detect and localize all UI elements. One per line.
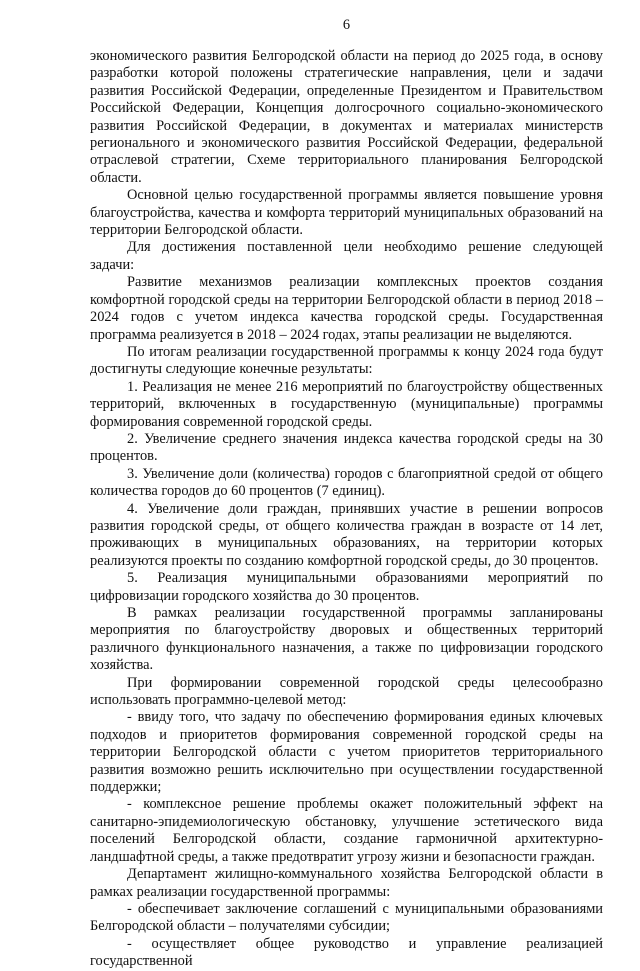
list-item: - осуществляет общее руководство и управление реализацией государственной (90, 935, 603, 970)
list-item: - комплексное решение проблемы окажет положительный эффект на санитарно-эпидемиологическую обстановку, улучшение эстетического вида поселений Белгородской области, создание гармоничной архитектурно-ландшафтной среды, а также предотвратит угрозу жизни и безопасности граждан. (90, 796, 603, 865)
paragraph: экономического развития Белгородской области на период до 2025 года, в основу разработки которой положены стратегические направления, цели и задачи развития Российской Федерации, определенные Президентом и Правительством Российской Федерации, Концепция долгосрочного социально-экономического развития Российской Федерации, в документах и материалах министерств регионального и экономического развития Российской Федерации, федеральной отраслевой стратегии, Схеме территориального планирования Белгородской области. (90, 48, 603, 186)
result-item: 1. Реализация не менее 216 мероприятий по благоустройству общественных территорий, включенных в государственную (муниципальные) программы формирования современной городской среды. (90, 378, 603, 430)
result-item: 5. Реализация муниципальными образованиями мероприятий по цифровизации городского хозяйства до 30 процентов. (90, 570, 603, 604)
result-item: 2. Увеличение среднего значения индекса качества городской среды на 30 процентов. (90, 430, 603, 465)
paragraph: По итогам реализации государственной программы к концу 2024 года будут достигнуты следующие конечные результаты: (90, 343, 603, 378)
list-item: - ввиду того, что задачу по обеспечению формирования единых ключевых подходов и приоритетов формирования современной городской среды на территории Белгородской области с учетом приоритетов территориального развития возможно решить исключительно при осуществлении государственной поддержки; (90, 709, 603, 796)
result-item: 4. Увеличение доли граждан, принявших участие в решении вопросов развития городской среды, от общего количества граждан в возрасте от 14 лет, проживающих в муниципальных образованиях, на территории которых реализуются проекты по созданию комфортной городской среды, до 30 процентов. (90, 500, 603, 569)
list-item: - обеспечивает заключение соглашений с муниципальными образованиями Белгородской области – получателями субсидии; (90, 900, 603, 935)
paragraph: В рамках реализации государственной программы запланированы мероприятия по благоустройству дворовых и общественных территорий различного функционального назначения, а также по цифровизации городского хозяйства. (90, 605, 603, 674)
paragraph: Развитие механизмов реализации комплексных проектов создания комфортной городской среды на территории Белгородской области в период 2018 – 2024 годов с учетом индекса качества городской среды. Государственная программа реализуется в 2018 – 2024 годах, этапы реализации не выделяются. (90, 274, 603, 343)
body-text (90, 48, 603, 971)
paragraph: Основной целью государственной программы является повышение уровня благоустройства, качества и комфорта территорий муниципальных образований на территории Белгородской области. (90, 187, 603, 239)
paragraph: При формировании современной городской среды целесообразно использовать программно-целевой метод: (90, 674, 603, 709)
result-item: 3. Увеличение доли (количества) городов с благоприятной средой от общего количества городов до 60 процентов (7 единиц). (90, 465, 603, 500)
page-number: 6 (342, 17, 351, 33)
paragraph: Департамент жилищно-коммунального хозяйства Белгородской области в рамках реализации государственной программы: (90, 866, 603, 900)
paragraph: Для достижения поставленной цели необходимо решение следующей задачи: (90, 239, 603, 273)
